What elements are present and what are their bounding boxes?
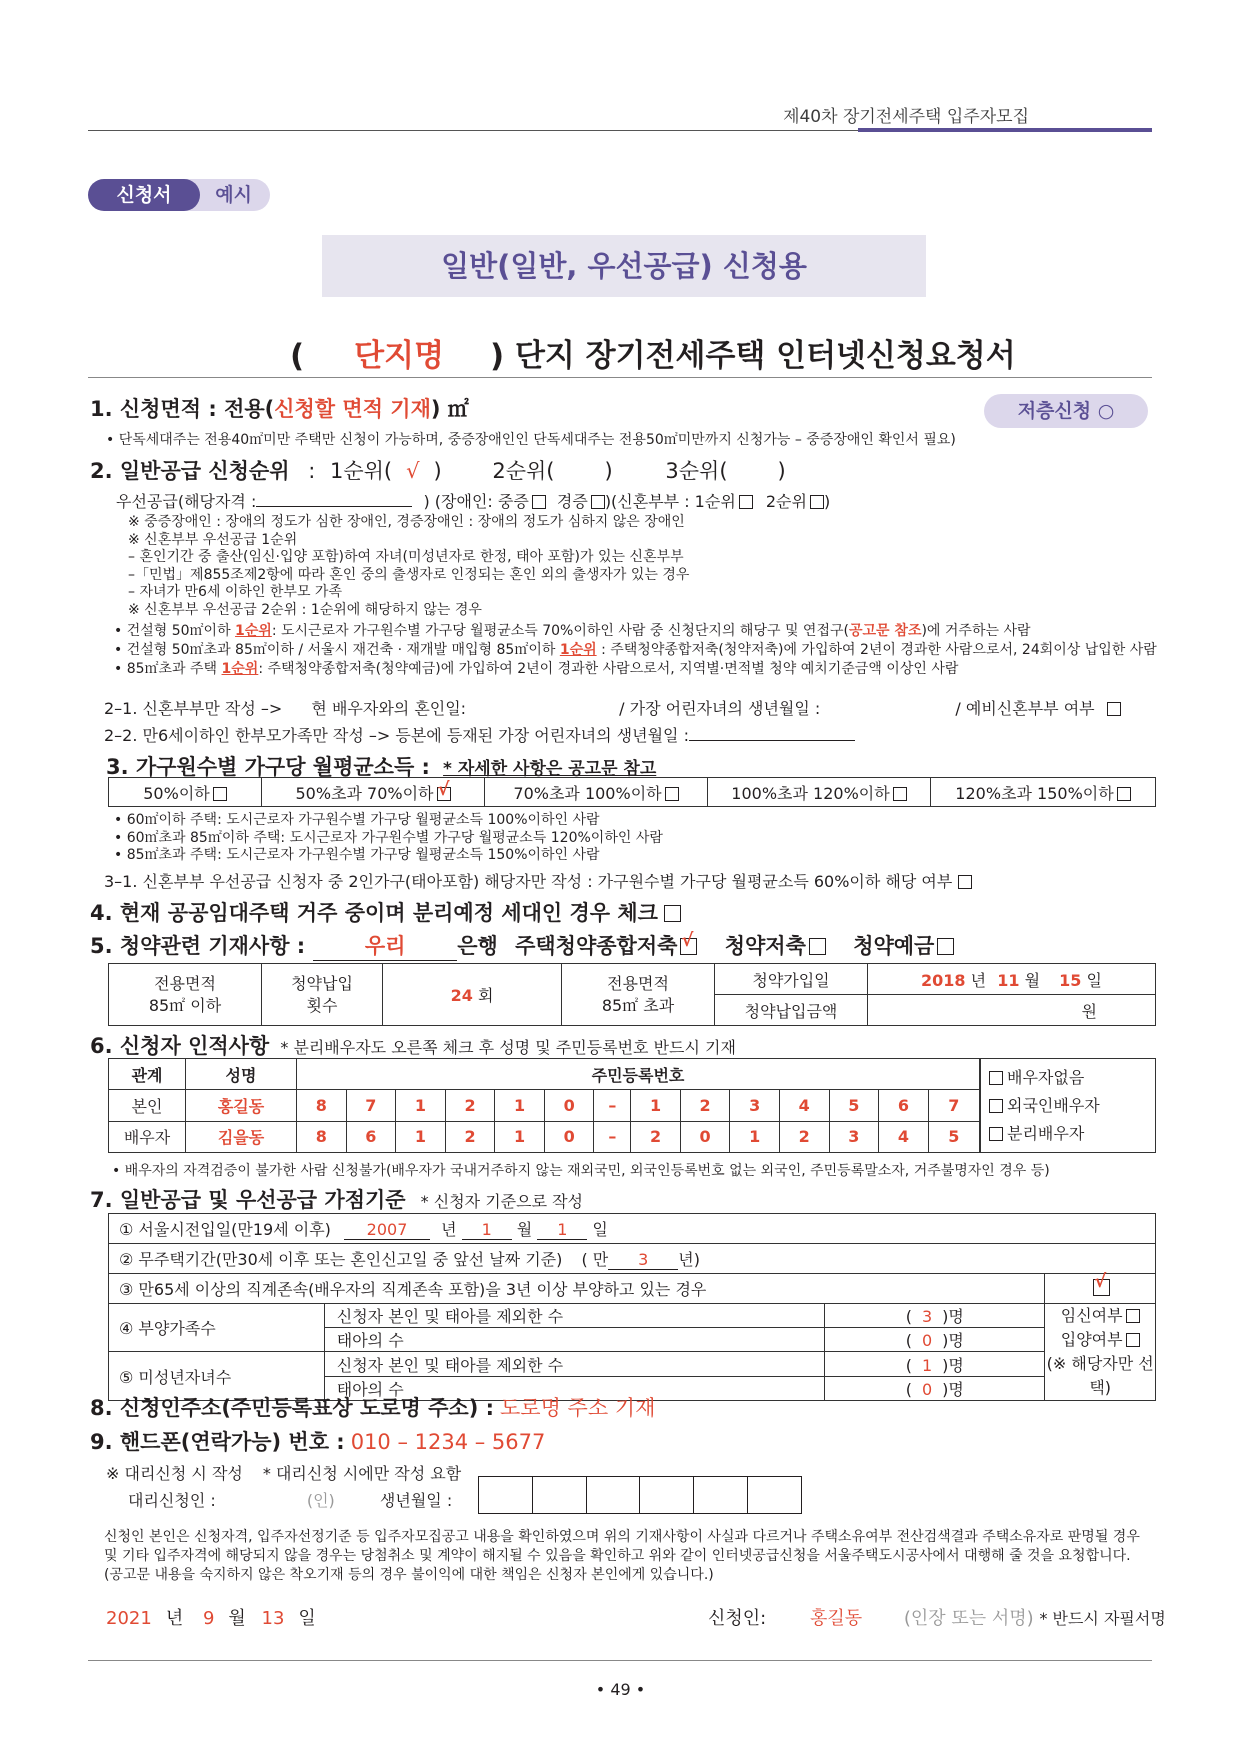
join-date[interactable]: 2018 년 11 월 15 일 xyxy=(868,964,1156,995)
tab-application[interactable]: 신청서 xyxy=(88,179,200,211)
signature: 신청인: 홍길동 (인장 또는 서명) * 반드시 자필서명 xyxy=(708,1608,1166,1629)
title-rule xyxy=(88,377,1152,378)
payment-count[interactable]: 24 회 xyxy=(383,964,562,1026)
complex-name: 단지명 xyxy=(354,338,445,374)
opt-separated-spouse[interactable]: 분리배우자 xyxy=(989,1120,1155,1148)
income-opt-2[interactable]: 50%초과 70%이하√ xyxy=(262,778,485,807)
section-3: 3. 가구원수별 가구당 월평균소득 : * 자세한 사항은 공고문 참고 xyxy=(106,755,657,779)
header-title: 제40차 장기전세주택 입주자모집 xyxy=(783,107,1029,127)
dependent-parent-check[interactable] xyxy=(1045,1274,1156,1304)
proxy-section: ※ 대리신청 시 작성 * 대리신청 시에만 작성 요함 xyxy=(106,1464,462,1483)
points-table: ① 서울시전입일(만19세 이후) 2007 년 1 월 1 일 ② 무주택기간(만30세 이후 또는 혼인신고일 중 앞선 날짜 기준) ( 만 3 년) ③ 만65세 이상의 직계존속(배우자의 직계존속 포함)을 3년 이상 부양하고 있는 경우 √ ④ 부양가족수 신청자 본인 및 태아를 제외한 수 ( 3 )명 임신여부 입양여부 (※ 해당자만 선택) 태아의 수 ( 0 )명 ⑤ 미성년자녀수 신청자 본인 및 태아를 제외한 수 ( 1 )명 태아의 수 ( 0 )명 xyxy=(108,1213,1156,1401)
sign-date: 2021 년 9 월 13 일 xyxy=(106,1608,316,1629)
section-2-2: 2–2. 만6세이하인 한부모가족만 작성 –> 등본에 등재된 가장 어린자녀의 생년월일 : xyxy=(104,723,855,746)
section-6: 6. 신청자 인적사항 * 분리배우자도 오른쪽 체크 후 성명 및 주민등록번호 반드시 기재 xyxy=(90,1034,736,1058)
page-number: • 49 • xyxy=(595,1680,646,1699)
opt-foreign-spouse[interactable]: 외국인배우자 xyxy=(989,1092,1155,1120)
section-2-notes: ※ 중증장애인 : 장애의 정도가 심한 장애인, 경증장애인 : 장애의 정도가 심하지 않은 장애인 ※ 신혼부부 우선공급 1순위 – 혼인기간 중 출산(임신·입양 포함)하여 자녀(미성년자로 한정, 태아 포함)가 있는 신혼부부 –「민법」제855조제2항에 따라 혼인 중의 출생자로 인정되는 혼인 외의 출생자가 있는 경우 – 자녀가 만6세 이하인 한부모 가족 ※ 신혼부부 우선공급 2순위 : 1순위에 해당하지 않는 경우 xyxy=(128,514,690,618)
section-2-bullets: • 건설형 50㎡이하 1순위: 도시근로자 가구원수별 가구당 월평균소득 70%이하인 사람 중 신청단지의 해당구 및 연접구(공고문 참조)에 거주하는 사람 • 건설형 50㎡초과 85㎡이하 / 서울시 재건축 · 재개발 매입형 85㎡이하 1순위 : 주택청약종합저축(청약저축)에 가입하여 2년이 경과한 사람으로서, 24회이상 납입한 사람 • 85㎡초과 주택 1순위: 주택청약종합저축(청약예금)에 가입하여 2년이 경과한 사람으로서, 지역별·면적별 청약 예치기준금액 이상인 사람 xyxy=(114,623,1157,677)
section-7: 7. 일반공급 및 우선공급 가점기준 * 신청자 기준으로 작성 xyxy=(90,1188,584,1212)
income-opt-5[interactable]: 120%초과 150%이하 xyxy=(931,778,1156,807)
footer-rule xyxy=(88,1660,1152,1661)
section-9: 9. 핸드폰(연락가능) 번호 : 010 – 1234 – 5677 xyxy=(90,1430,546,1454)
header-rule-accent xyxy=(858,128,1152,132)
preferential-supply: 우선공급(해당자격 : ) (장애인: 중증 경증 )(신혼부부 : 1순위 2순위 ) xyxy=(116,492,831,511)
section-1: 1. 신청면적 : 전용(신청할 면적 기재) ㎡ xyxy=(90,397,469,421)
proxy-name-row: 대리신청인 : (인) 생년월일 : xyxy=(128,1491,453,1510)
section-5: 5. 청약관련 기재사항 : 우리 은행 주택청약종합저축√ 청약저축 청약예금 xyxy=(90,930,954,961)
section-6-note: • 배우자의 자격검증이 불가한 사람 신청불가(배우자가 국내거주하지 않는 재외국민, 외국인등록번호 없는 외국인, 주민등록말소자, 거주불명자인 경우 등) xyxy=(112,1163,1050,1179)
subscription-table: 전용면적 85㎡ 이하 청약납입 횟수 24 회 전용면적 85㎡ 초과 청약가입일 2018 년 11 월 15 일 청약납입금액 원 xyxy=(108,963,1156,1026)
birth-date-boxes[interactable] xyxy=(478,1476,802,1514)
table-row: 본인 홍길동 8 7 1 2 1 0 – 1 2 3 4 5 6 7 xyxy=(109,1090,1156,1121)
income-opt-4[interactable]: 100%초과 120%이하 xyxy=(708,778,931,807)
section-1-note: • 단독세대주는 전용40㎡미만 주택만 신청이 가능하며, 중증장애인인 단독세대주는 전용50㎡미만까지 신청가능 – 중증장애인 확인서 필요) xyxy=(106,432,956,448)
adopted-check[interactable]: 입양여부 xyxy=(1045,1328,1155,1352)
section-2: 2. 일반공급 신청순위 : 1순위( √ ) 2순위( ) 3순위( ) xyxy=(90,459,786,483)
opt-no-spouse[interactable]: 배우자없음 xyxy=(989,1064,1155,1092)
form-type-banner: 일반(일반, 우선공급) 신청용 xyxy=(322,235,926,297)
pregnant-check[interactable]: 임신여부 xyxy=(1045,1304,1155,1328)
section-2-1: 2–1. 신혼부부만 작성 –> 현 배우자와의 혼인일: / 가장 어린자녀의 생년월일 : / 예비신혼부부 여부 xyxy=(104,696,1121,719)
section-4: 4. 현재 공공임대주택 거주 중이며 분리예정 세대인 경우 체크 xyxy=(90,897,681,927)
low-floor-toggle[interactable]: 저층신청 ○ xyxy=(984,394,1148,428)
main-title: ( 단지명 ) 단지 장기전세주택 인터넷신청요청서 xyxy=(290,338,1016,374)
applicant-table: 관계 성명 주민등록번호 배우자없음 외국인배우자 분리배우자 본인 홍길동 8 7 1 2 1 0 – 1 2 3 4 5 6 7 배우자 김을동 8 6 1 2 1 0 – 2 0 1 2 3 4 5 xyxy=(108,1058,1156,1153)
table-row: 배우자 김을동 8 6 1 2 1 0 – 2 0 1 2 3 4 5 xyxy=(109,1121,1156,1152)
payment-amount[interactable]: 원 xyxy=(868,995,1156,1026)
tab-example[interactable]: 예시 xyxy=(170,179,270,211)
section-8: 8. 신청인주소(주민등록표상 도로명 주소) : 도로명 주소 기재 xyxy=(90,1396,656,1420)
declaration: 신청인 본인은 신청자격, 입주자선정기준 등 입주자모집공고 내용을 확인하였으며 위의 기재사항이 사실과 다르거나 주택소유여부 전산검색결과 주택소유자로 판명될 경우 및 기타 입주자격에 해당되지 않을 경우는 당첨취소 및 계약이 해지될 수 있음을 확인하고 위와 같이 인터넷공급신청을 서울주택도시공사에서 대행해 줄 것을 요청합니다. (공고문 내용을 숙지하지 않은 착오기재 등의 경우 불이익에 대한 책임은 신청자 본인에게 있습니다.) xyxy=(104,1529,1140,1583)
income-opt-3[interactable]: 70%초과 100%이하 xyxy=(485,778,708,807)
income-opt-1[interactable]: 50%이하 xyxy=(109,778,262,807)
section-3-1: 3–1. 신혼부부 우선공급 신청자 중 2인가구(태아포함) 해당자만 작성 : 가구원수별 가구당 월평균소득 60%이하 해당 여부 xyxy=(104,869,972,892)
section-3-notes: • 60㎡이하 주택: 도시근로자 가구원수별 가구당 월평균소득 100%이하인 사람 • 60㎡초과 85㎡이하 주택: 도시근로자 가구원수별 가구당 월평균소득 120%이하인 사람 • 85㎡초과 주택: 도시근로자 가구원수별 가구당 월평균소득 150%이하인 사람 xyxy=(114,812,663,863)
income-table xyxy=(108,777,1156,807)
